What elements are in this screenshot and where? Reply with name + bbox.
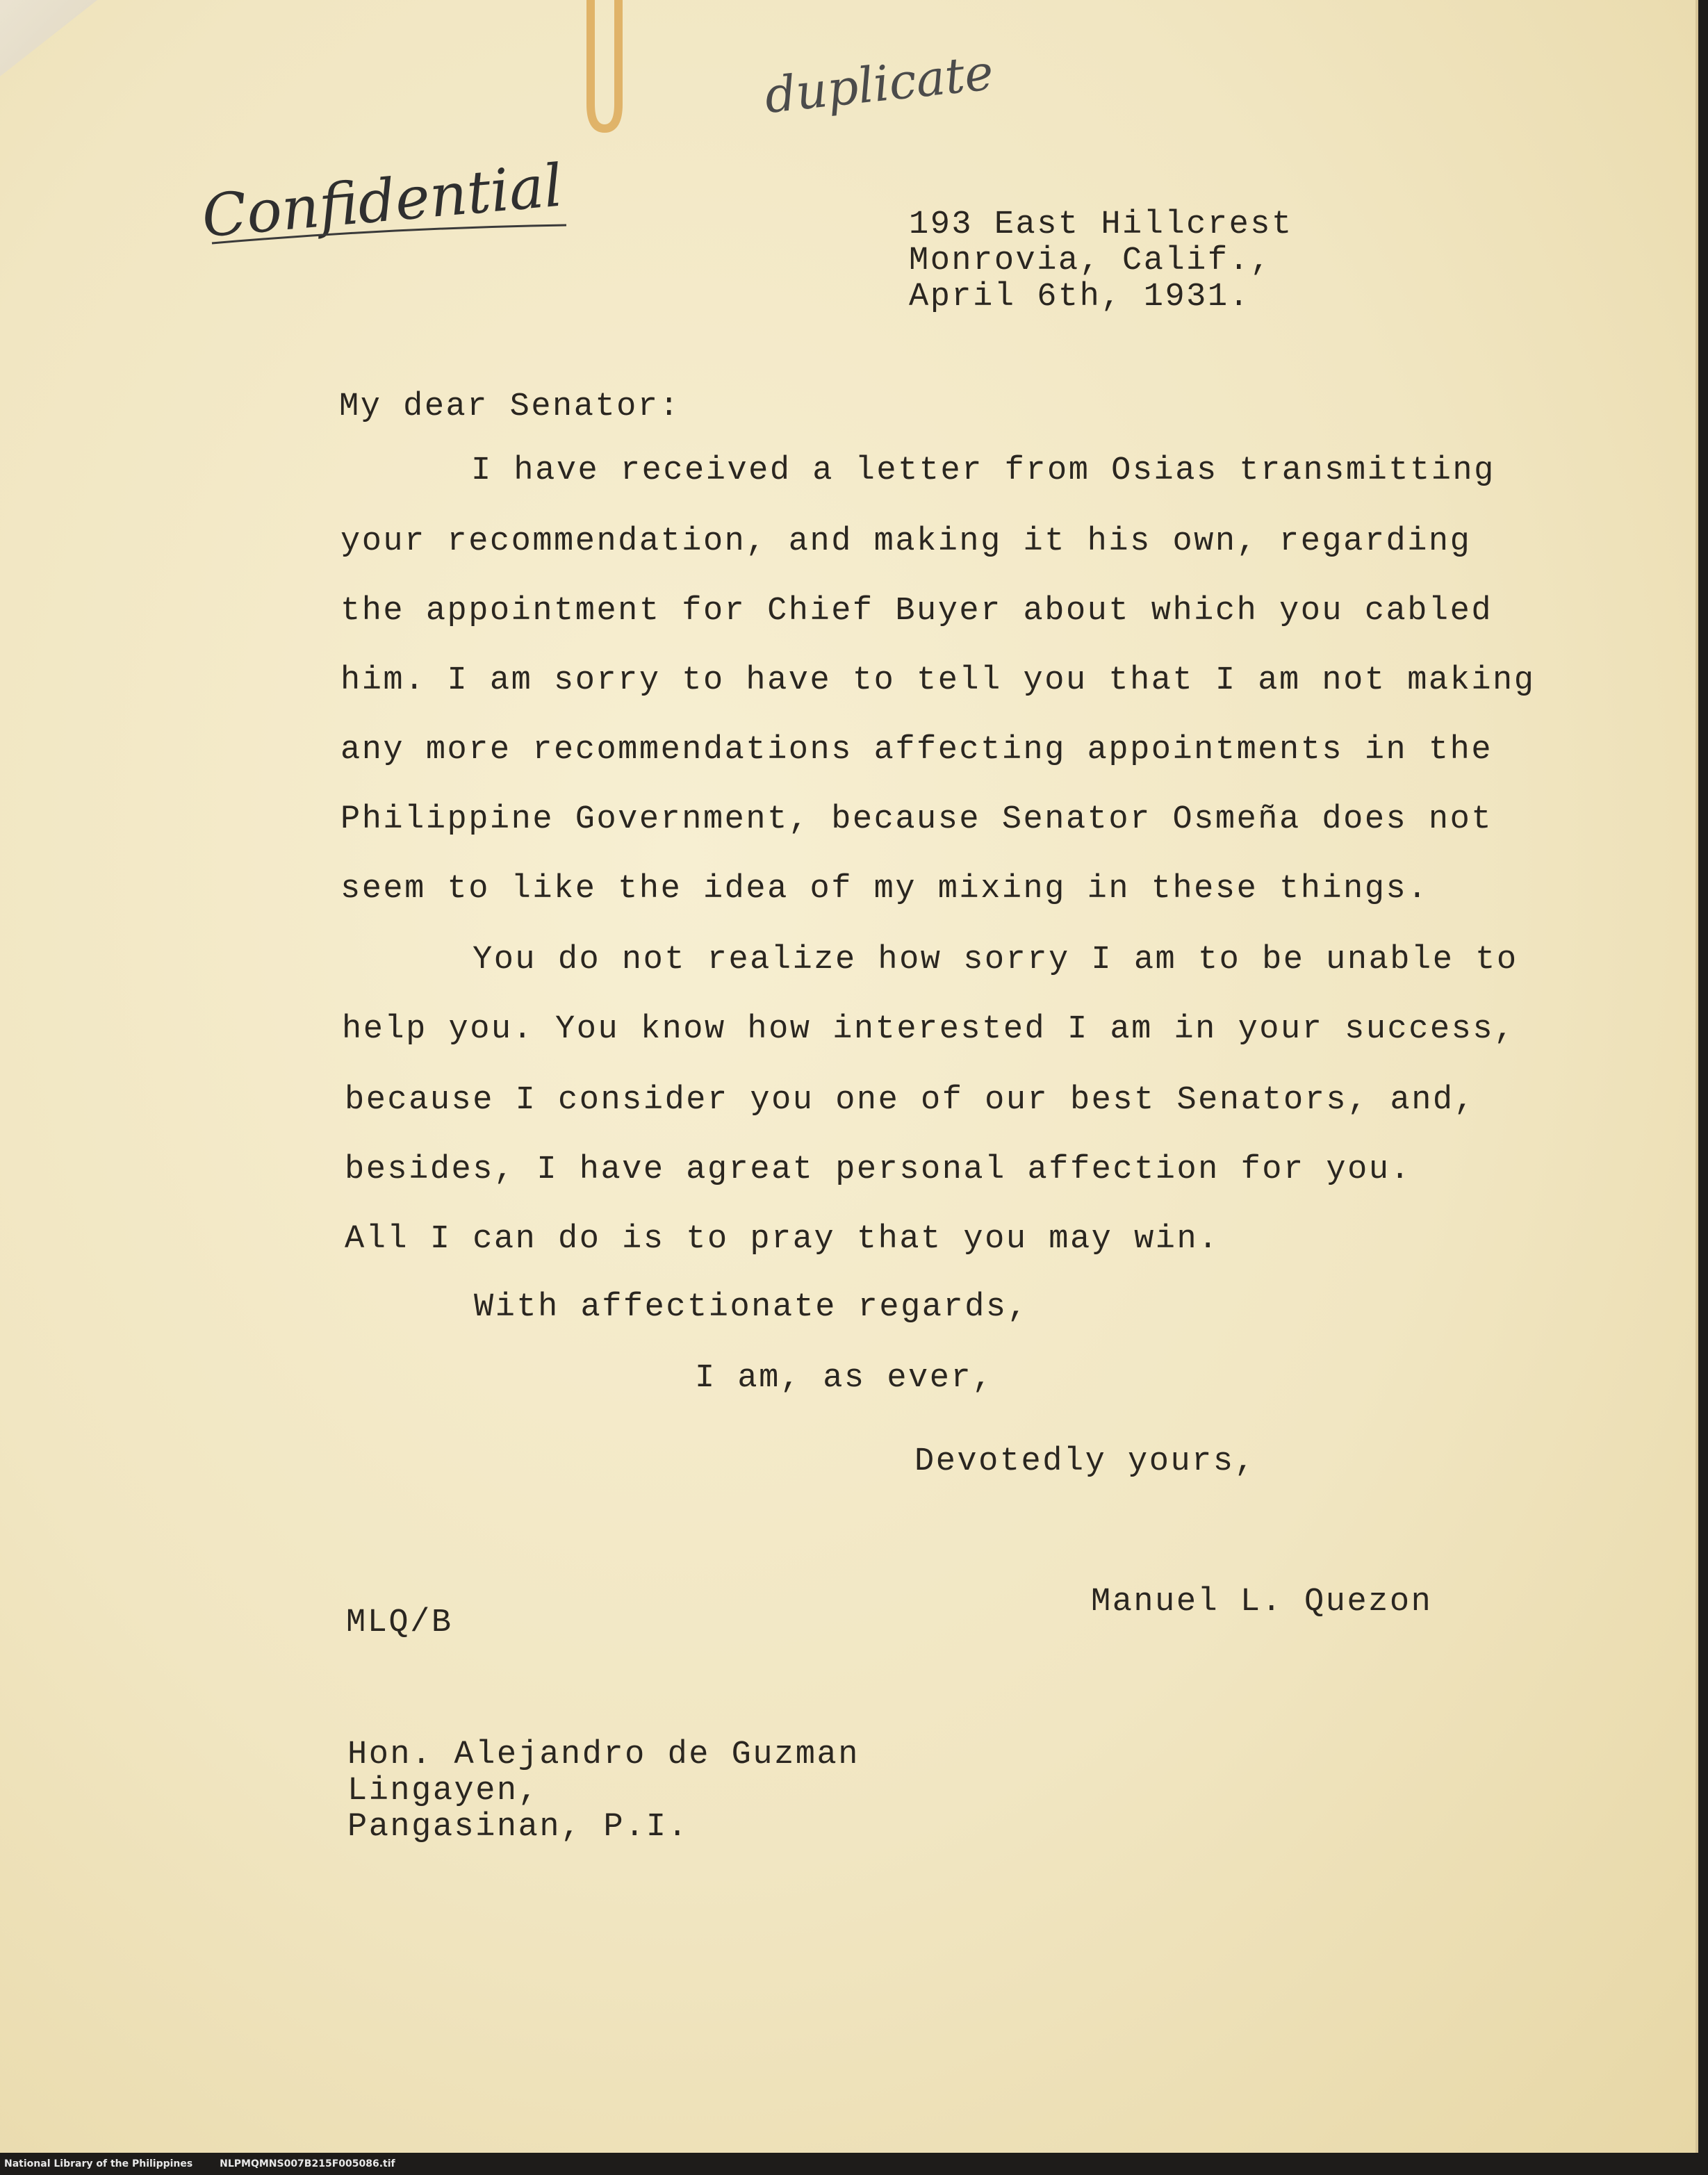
date-line: April 6th, 1931. — [909, 279, 1251, 315]
body-line: him. I am sorry to have to tell you that I am not making — [340, 662, 1536, 699]
body-line: help you. You know how interested I am in your success, — [342, 1011, 1516, 1048]
body-line: the appointment for Chief Buyer about which you cabled — [340, 593, 1493, 630]
recipient-line: Hon. Alejandro de Guzman — [347, 1737, 860, 1773]
body-line: seem to like the idea of my mixing in these things. — [340, 871, 1429, 908]
body-line: Philippine Government, because Senator Osmeña does not — [340, 801, 1493, 838]
body-line: All I can do is to pray that you may win. — [345, 1221, 1220, 1258]
handwritten-confidential: Confidential — [199, 151, 566, 251]
recipient-line: Lingayen, — [347, 1773, 540, 1809]
body-line: because I consider you one of our best Senators, and, — [345, 1082, 1476, 1119]
footer-filename: NLPMQMNS007B215F005086.tif — [220, 2158, 395, 2169]
address-line: Monrovia, Calif., — [909, 243, 1272, 279]
body-line: I have received a letter from Osias transmitting — [471, 452, 1495, 489]
body-line: You do not realize how sorry I am to be unable to — [473, 942, 1518, 978]
closing-as-ever: I am, as ever, — [695, 1360, 994, 1397]
confidential-underline — [208, 222, 570, 250]
salutation: My dear Senator: — [339, 388, 681, 425]
body-line: besides, I have agreat personal affection for you. — [345, 1151, 1412, 1188]
torn-corner — [0, 0, 97, 76]
closing-devotedly: Devotedly yours, — [914, 1443, 1256, 1480]
recipient-line: Pangasinan, P.I. — [347, 1809, 689, 1846]
footer-library: National Library of the Philippines — [4, 2158, 193, 2169]
handwritten-duplicate: duplicate — [762, 43, 996, 125]
archive-footer — [0, 2153, 1708, 2175]
body-line: your recommendation, and making it his own, regarding — [340, 523, 1472, 560]
paperclip-stain — [577, 0, 632, 139]
address-line: 193 East Hillcrest — [909, 206, 1293, 243]
signature-name: Manuel L. Quezon — [1091, 1584, 1433, 1620]
closing-regards: With affectionate regards, — [474, 1289, 1029, 1326]
typist-initials: MLQ/B — [346, 1604, 453, 1641]
body-line: any more recommendations affecting appointments in the — [340, 732, 1493, 769]
